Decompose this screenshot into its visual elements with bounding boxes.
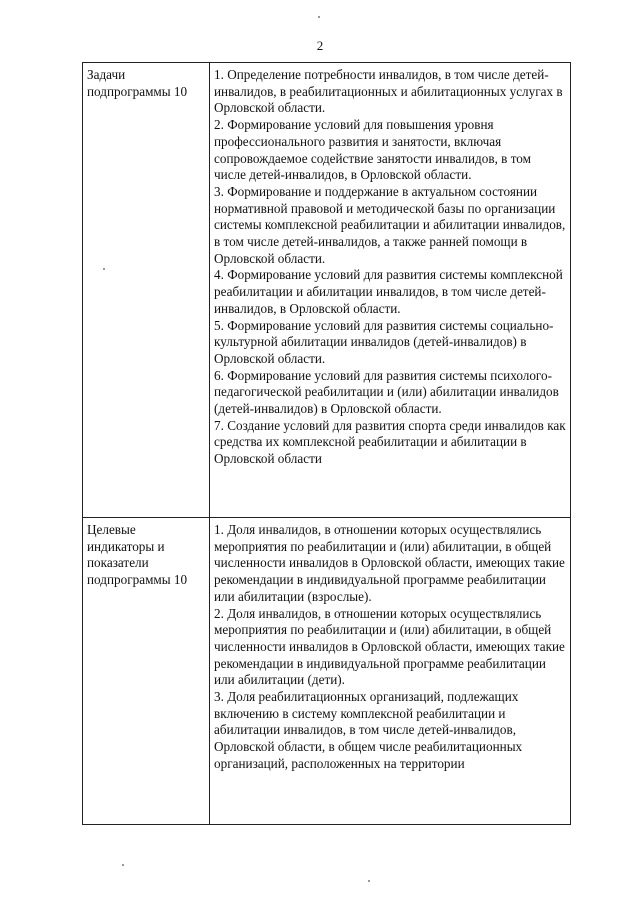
list-item: 4. Формирование условий для развития системы комплексной реабилитации и абилитации инвалидов, в том числе детей-инвалидов, в Орловской области. [214, 267, 563, 316]
page-number: 2 [316, 38, 324, 53]
list-item: 3. Формирование и поддержание в актуальном состоянии нормативной правовой и методической базы по организации системы комплексной реабилитации и абилитации инвалидов, в том числе детей-инвалидов, а также ранней помощи в Орловской области. [214, 183, 566, 266]
list-item: 2. Формирование условий для повышения уровня профессионального развития и занятости, включая сопровождаемое содействие занятости инвалидов, в том числе детей-инвалидов, в Орловской области. [214, 117, 531, 183]
scan-speck [318, 16, 320, 18]
scan-speck [103, 268, 105, 270]
list-item: 7. Создание условий для развития спорта среди инвалидов как средства их комплексной реабилитации и абилитации в Орловской области [214, 417, 566, 467]
list-item: 1. Определение потребности инвалидов, в том числе детей-инвалидов, в реабилитационных и абилитационных услугах в Орловской области. [214, 67, 563, 116]
scan-speck [122, 864, 124, 866]
subprogram-table [82, 62, 571, 825]
row-label-tasks: Задачи подпрограммы 10 [83, 63, 210, 518]
list-item: 6. Формирование условий для развития системы психолого-педагогической реабилитации и (или) абилитации инвалидов (детей-инвалидов) в Орловской области. [214, 367, 559, 417]
scan-speck [368, 880, 370, 882]
row-content-tasks [210, 63, 571, 518]
row-label-indicators: Целевые индикаторы и показатели подпрограммы 10 [83, 518, 210, 825]
list-item: 1. Доля инвалидов, в отношении которых осуществлялись мероприятия по реабилитации и (или) абилитации, в общей численности инвалидов в Орловской области, имеющих такие рекомендации в индивидуальной программе реабилитации или абилитации (взрослые). [214, 522, 565, 604]
list-item: 5. Формирование условий для развития системы социально-культурной абилитации инвалидов (детей-инвалидов) в Орловской области. [214, 317, 554, 366]
table-row-tasks [83, 63, 571, 518]
list-item: 3. Доля реабилитационных организаций, подлежащих включению в систему комплексной реабилитации и абилитации инвалидов, в том числе детей-инвалидов, Орловской области, в общем числе реабилитационных организаций, расположенных на территории [214, 689, 523, 771]
table-row-indicators [83, 518, 571, 825]
row-content-indicators [210, 518, 571, 825]
list-item: 2. Доля инвалидов, в отношении которых осуществлялись мероприятия по реабилитации и (или) абилитации, в общей численности инвалидов в Орловской области, имеющих такие рекомендации в индивидуальной программе реабилитации или абилитации (дети). [214, 605, 565, 688]
